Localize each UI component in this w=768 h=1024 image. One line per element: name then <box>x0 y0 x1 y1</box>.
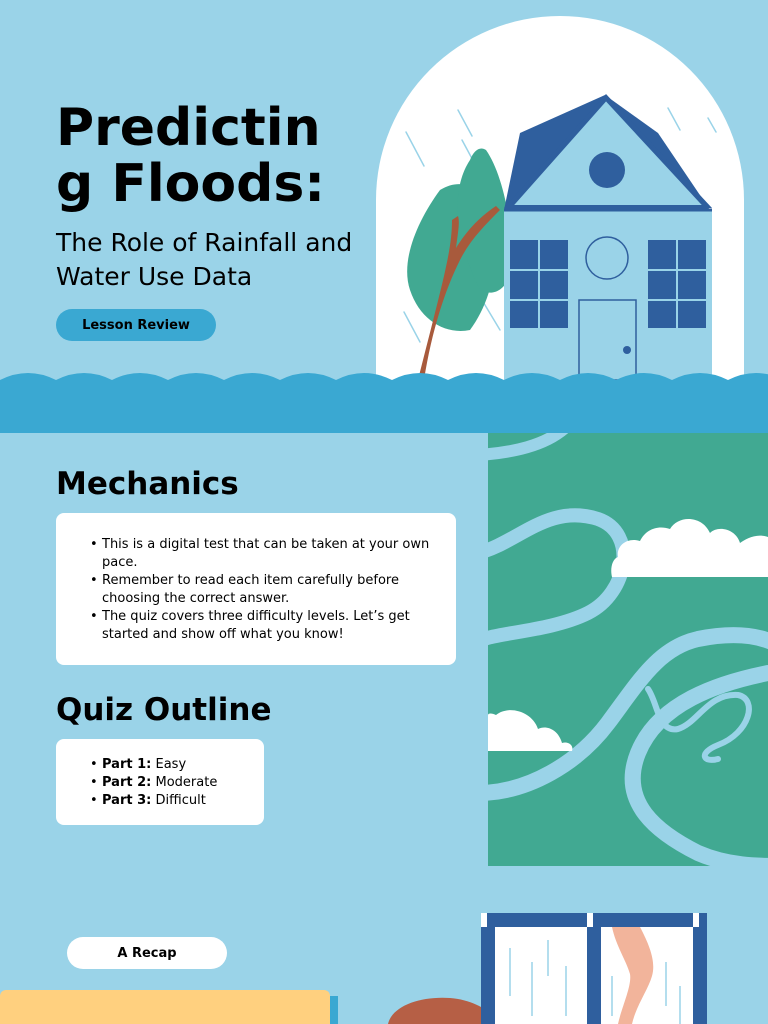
hero-illustration <box>0 0 768 433</box>
window-right <box>648 240 706 328</box>
recap-badge: A Recap <box>67 937 227 969</box>
quiz-outline-card <box>56 739 264 825</box>
hero-section <box>0 0 768 433</box>
list-item: • The quiz covers three difficulty levels. Let’s get started and show off what you know! <box>102 608 456 644</box>
mechanics-card <box>56 513 456 665</box>
quiz-outline-heading: Quiz Outline <box>56 692 272 728</box>
cloud-icon <box>488 710 572 751</box>
window-illustration <box>481 913 707 1024</box>
part-value: Difficult <box>155 793 206 808</box>
list-item: • This is a digital test that can be taken at your own pace. <box>102 536 456 572</box>
list-item <box>102 792 264 810</box>
mechanics-heading: Mechanics <box>56 466 239 502</box>
list-item <box>102 774 264 792</box>
recap-illustration <box>0 866 768 1024</box>
window-left <box>510 240 568 328</box>
recap-card-edge <box>0 990 330 1024</box>
list-item: • Remember to read each item carefully before choosing the correct answer. <box>102 572 456 608</box>
part-value: Easy <box>155 757 187 772</box>
wave-icon <box>0 373 768 433</box>
mechanics-list <box>56 513 456 644</box>
part-label: Part 1: <box>102 757 152 772</box>
quiz-outline-list <box>56 739 264 810</box>
list-item <box>102 756 264 774</box>
page-title: Predicting Floods: <box>56 98 326 214</box>
river-map-illustration <box>488 433 768 866</box>
part-label: Part 3: <box>102 793 152 808</box>
page-subtitle: The Role of Rainfall and Water Use Data <box>56 228 353 291</box>
part-value: Moderate <box>155 775 218 790</box>
lesson-review-badge: Lesson Review <box>56 309 216 341</box>
content-section <box>0 433 488 866</box>
part-label: Part 2: <box>102 775 152 790</box>
cloud-icon <box>611 519 768 577</box>
river-map-svg <box>488 433 768 866</box>
